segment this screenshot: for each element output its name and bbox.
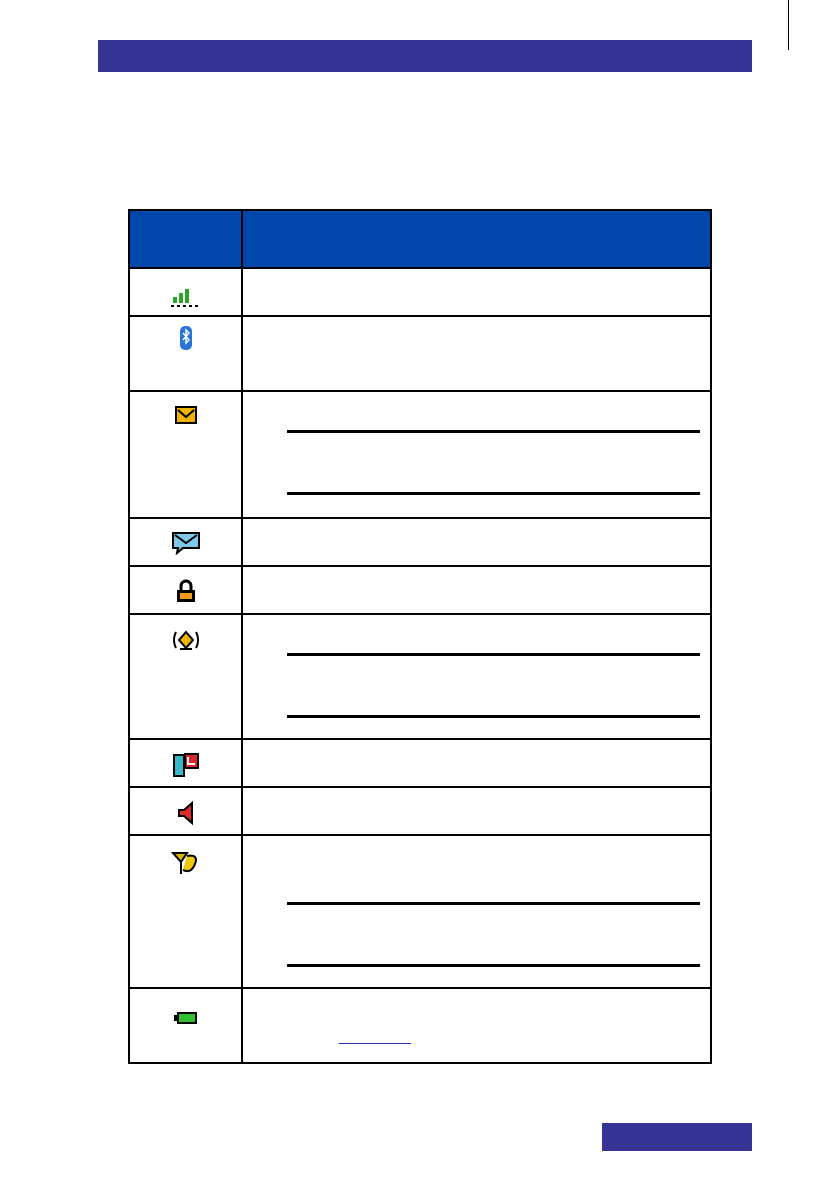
table-row bbox=[129, 566, 711, 614]
description-cell bbox=[242, 835, 711, 988]
voice-message-icon bbox=[171, 531, 201, 555]
table-row bbox=[129, 518, 711, 566]
vibrate-icon bbox=[171, 629, 201, 651]
message-envelope-icon bbox=[175, 406, 197, 424]
icon-cell bbox=[129, 614, 242, 739]
header-bar bbox=[98, 40, 752, 72]
table-row bbox=[129, 739, 711, 787]
table-row bbox=[129, 988, 711, 1063]
signal-strength-icon bbox=[171, 281, 201, 307]
table-header-row bbox=[129, 210, 711, 268]
table-row bbox=[129, 316, 711, 391]
note-rule-bottom bbox=[287, 492, 700, 495]
note-rule-top bbox=[287, 430, 700, 433]
header-description-column bbox=[242, 210, 711, 268]
description-cell bbox=[242, 739, 711, 787]
speaker-muted-icon bbox=[176, 800, 196, 826]
crop-mark-top-vertical bbox=[788, 0, 789, 50]
note-rule-bottom bbox=[287, 964, 700, 967]
table-row bbox=[129, 268, 711, 316]
bluetooth-icon bbox=[179, 325, 193, 351]
cross-reference-link[interactable] bbox=[339, 1043, 411, 1044]
icon-cell bbox=[129, 787, 242, 835]
microphone-muted-icon bbox=[171, 850, 201, 876]
icon-table bbox=[128, 209, 712, 1064]
icon-cell bbox=[129, 988, 242, 1063]
description-cell bbox=[242, 787, 711, 835]
note-rule-top bbox=[287, 653, 700, 656]
icon-cell bbox=[129, 391, 242, 518]
icon-cell bbox=[129, 518, 242, 566]
header-icon-column bbox=[129, 210, 242, 268]
crop-mark-top-horizontal bbox=[788, 0, 789, 1]
call-diversion-icon bbox=[173, 752, 199, 778]
description-cell bbox=[242, 316, 711, 391]
icon-cell bbox=[129, 739, 242, 787]
battery-icon bbox=[174, 1011, 198, 1025]
table-row bbox=[129, 835, 711, 988]
description-cell bbox=[242, 268, 711, 316]
description-cell bbox=[242, 566, 711, 614]
description-cell bbox=[242, 518, 711, 566]
description-cell bbox=[242, 614, 711, 739]
description-cell bbox=[242, 391, 711, 518]
description-cell bbox=[242, 988, 711, 1063]
table-row bbox=[129, 614, 711, 739]
note-rule-top bbox=[287, 902, 700, 905]
icon-cell bbox=[129, 566, 242, 614]
note-rule-bottom bbox=[287, 715, 700, 718]
icon-cell bbox=[129, 268, 242, 316]
table-row bbox=[129, 787, 711, 835]
footer-bar bbox=[602, 1123, 752, 1151]
icon-cell bbox=[129, 316, 242, 391]
table-row bbox=[129, 391, 711, 518]
key-lock-icon bbox=[175, 579, 197, 603]
icon-cell bbox=[129, 835, 242, 988]
